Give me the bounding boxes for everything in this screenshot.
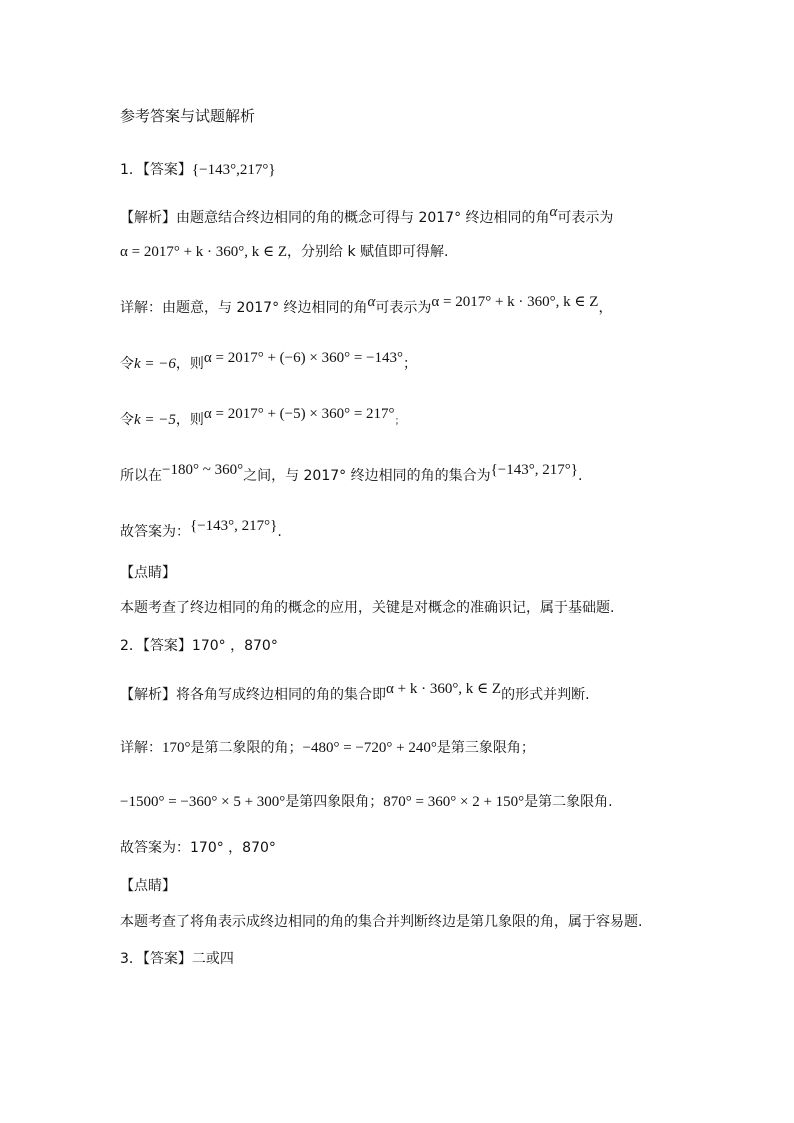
q1-so-line: [120, 462, 583, 486]
q2-detail-d-text: 是第二象限角.: [524, 794, 613, 810]
q2-detail-line-1: [120, 738, 535, 758]
q1-so-end: .: [577, 468, 583, 484]
q2-answer-label: 2．【答案】: [120, 638, 192, 654]
q1-let1-end: ；: [403, 356, 418, 372]
q1-let2-line: [120, 406, 405, 432]
q1-so-set: {−143°, 217°}: [490, 462, 578, 478]
q1-let1-k: k = −6: [134, 356, 176, 372]
q1-final-line: [120, 518, 282, 542]
q1-final-prefix: 故答案为：: [120, 524, 190, 540]
q1-let2-formula: α = 2017° + (−5) × 360° = 217°: [203, 406, 395, 422]
q2-analysis-label: 【解析】: [120, 687, 176, 703]
q1-answer-label: 1．【答案】: [120, 162, 192, 178]
q1-detail-text: 由题意，与 2017° 终边相同的角: [162, 300, 368, 316]
q1-let1-prefix: 令: [120, 356, 134, 372]
q1-let2-prefix: 令: [120, 412, 134, 428]
q1-analysis-formula: α = 2017° + k · 360°, k ∈ Z: [120, 244, 288, 260]
q2-answer-line: [120, 636, 278, 656]
q2-detail-a: 170°: [162, 740, 191, 756]
q1-so-range: −180° ~ 360°: [162, 462, 244, 478]
q2-detail-b: −480° = −720° + 240°: [302, 740, 437, 756]
q1-so-prefix: 所以在: [120, 468, 162, 484]
q3-answer-text: 二或四: [191, 951, 234, 967]
q2-detail-c: −1500° = −360° × 5 + 300°: [120, 794, 286, 810]
q1-analysis-line-1: [120, 204, 614, 228]
q1-detail-formula: α = 2017° + k · 360°, k ∈ Z: [431, 294, 599, 310]
q1-detail-text2: 可表示为: [375, 300, 432, 316]
q1-answer-math: {−143°,217°}: [191, 162, 276, 178]
q1-let1-formula: α = 2017° + (−6) × 360° = −143°: [203, 350, 404, 366]
q2-analysis-formula: α + k · 360°, k ∈ Z: [386, 681, 502, 697]
q1-let1-line: [120, 350, 418, 374]
q1-let2-then: ，则: [175, 412, 204, 428]
q2-analysis-tail: 的形式并判断.: [501, 687, 590, 703]
q1-so-text: 之间，与 2017° 终边相同的角的集合为: [243, 468, 491, 484]
q2-detail-a-text: 是第二象限的角；: [190, 740, 303, 756]
q2-point-label: 【点睛】: [120, 878, 176, 894]
q2-detail-b-text: 是第三象限角；: [436, 740, 535, 756]
q1-analysis-text2: 可表示为: [557, 210, 614, 226]
q2-detail-d: 870° = 360° × 2 + 150°: [383, 794, 525, 810]
q2-answer-text: 170° ，870°: [191, 638, 278, 654]
q1-analysis-tail: ，分别给 k 赋值即可得解.: [287, 244, 449, 260]
q1-analysis-label: 【解析】: [120, 210, 176, 226]
q1-let2-end: ；: [394, 416, 405, 427]
q1-answer-line: [120, 160, 276, 180]
q2-detail-label: 详解：: [120, 740, 162, 756]
q1-analysis-text: 由题意结合终边相同的角的概念可得与 2017° 终边相同的角: [176, 210, 550, 226]
q1-detail-line: [120, 294, 613, 318]
q3-answer-line: [120, 949, 234, 969]
q3-answer-label: 3．【答案】: [120, 951, 192, 967]
q1-analysis-line-2: [120, 242, 449, 262]
q1-point-label: 【点睛】: [120, 565, 176, 581]
q2-detail-c-text: 是第四象限角；: [285, 794, 384, 810]
q2-final-line: 故答案为：170° ，870°: [120, 840, 276, 856]
q1-final-set: {−143°, 217°}: [190, 518, 278, 534]
q2-point-text: 本题考查了将角表示成终边相同的角的集合并判断终边是第几象限的角，属于容易题.: [120, 914, 643, 930]
q1-let2-k: k = −5: [134, 412, 176, 428]
q1-detail-end: ，: [598, 300, 613, 316]
q2-detail-line-2: [120, 792, 613, 812]
page-title: 参考答案与试题解析: [120, 107, 256, 125]
q1-detail-alpha: α: [367, 294, 376, 310]
q1-point-text: 本题考查了终边相同的角的概念的应用，关键是对概念的准确识记，属于基础题.: [120, 600, 615, 616]
q2-analysis-line: [120, 681, 590, 705]
q2-analysis-text: 将各角写成终边相同的角的集合即: [176, 687, 386, 703]
q1-final-end: .: [277, 524, 282, 540]
q1-detail-label: 详解：: [120, 300, 162, 316]
q1-analysis-alpha: α: [549, 204, 558, 220]
q1-let1-then: ，则: [175, 356, 204, 372]
